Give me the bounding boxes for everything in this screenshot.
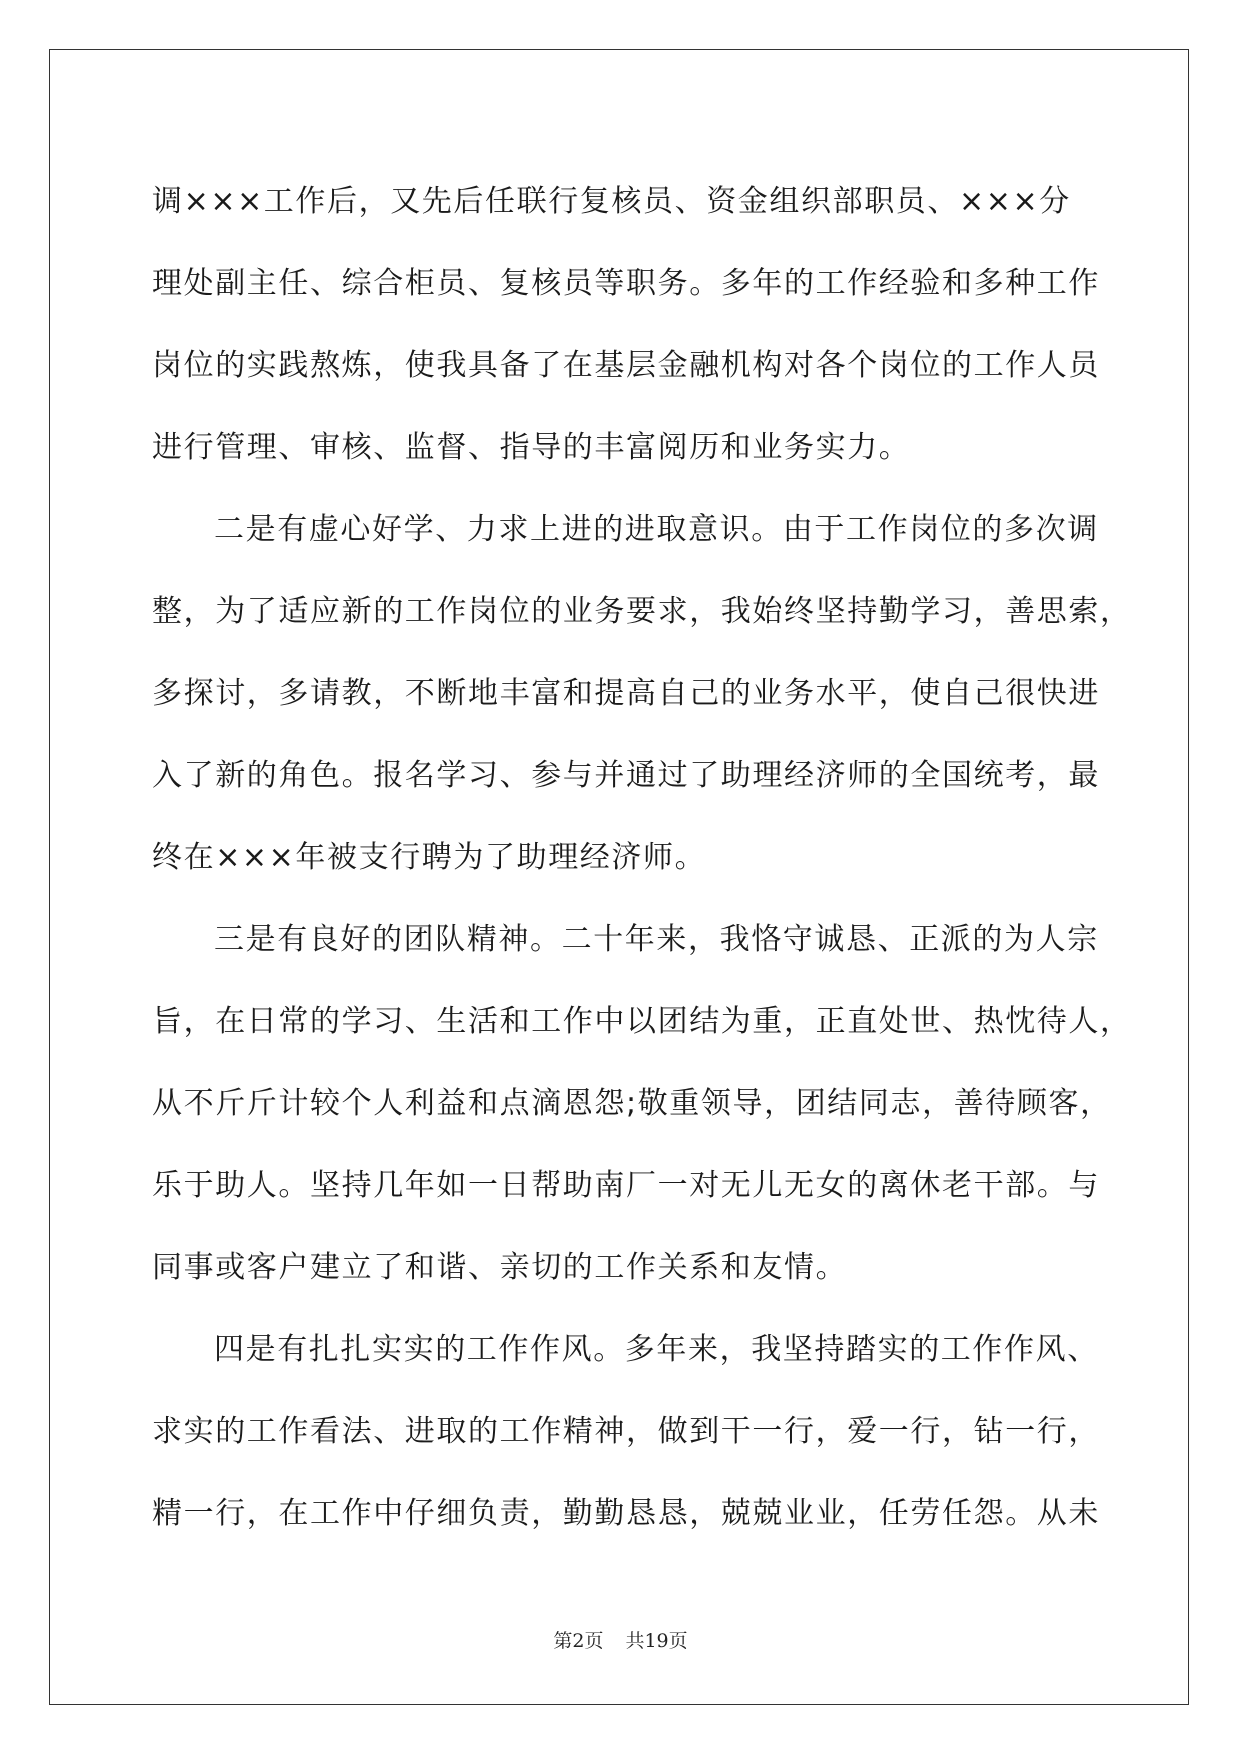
text-line: 同事或客户建立了和谐、亲切的工作关系和友情。: [152, 1250, 848, 1285]
text-line: 多探讨，多请教，不断地丰富和提高自己的业务水平，使自己很快进: [152, 676, 1100, 711]
paragraph-start-line: 四是有扎扎实实的工作作风。多年来，我坚持踏实的工作作风、: [214, 1332, 1099, 1367]
page-number: 第2页: [553, 1630, 604, 1652]
text-line: 理处副主任、综合柜员、复核员等职务。多年的工作经验和多种工作: [152, 266, 1100, 301]
text-line: 旨，在日常的学习、生活和工作中以团结为重，正直处世、热忱待人，: [152, 1004, 1132, 1039]
text-line: 终在×××年被支行聘为了助理经济师。: [152, 840, 707, 875]
paragraph-start-line: 二是有虚心好学、力求上进的进取意识。由于工作岗位的多次调: [214, 512, 1099, 547]
text-line: 整，为了适应新的工作岗位的业务要求，我始终坚持勤学习，善思索，: [152, 594, 1132, 629]
document-body: [152, 161, 1132, 1555]
paragraph-start-line: 三是有良好的团队精神。二十年来，我恪守诚恳、正派的为人宗: [214, 922, 1099, 957]
text-line: 入了新的角色。报名学习、参与并通过了助理经济师的全国统考，最: [152, 758, 1100, 793]
text-line: 岗位的实践熬炼，使我具备了在基层金融机构对各个岗位的工作人员: [152, 348, 1100, 383]
text-line: 乐于助人。坚持几年如一日帮助南厂一对无儿无女的离休老干部。与: [152, 1168, 1100, 1203]
page-total: 共19页: [625, 1630, 688, 1652]
text-line: 求实的工作看法、进取的工作精神，做到干一行，爱一行，钻一行，: [152, 1414, 1100, 1449]
page-footer: [0, 1626, 1241, 1653]
text-line: 精一行，在工作中仔细负责，勤勤恳恳，兢兢业业，任劳任怨。从未: [152, 1496, 1100, 1531]
text-line: 调×××工作后，又先后任联行复核员、资金组织部职员、×××分: [152, 184, 1071, 219]
text-line: 从不斤斤计较个人利益和点滴恩怨;敬重领导，团结同志，善待顾客，: [152, 1086, 1112, 1121]
text-line: 进行管理、审核、监督、指导的丰富阅历和业务实力。: [152, 430, 911, 465]
